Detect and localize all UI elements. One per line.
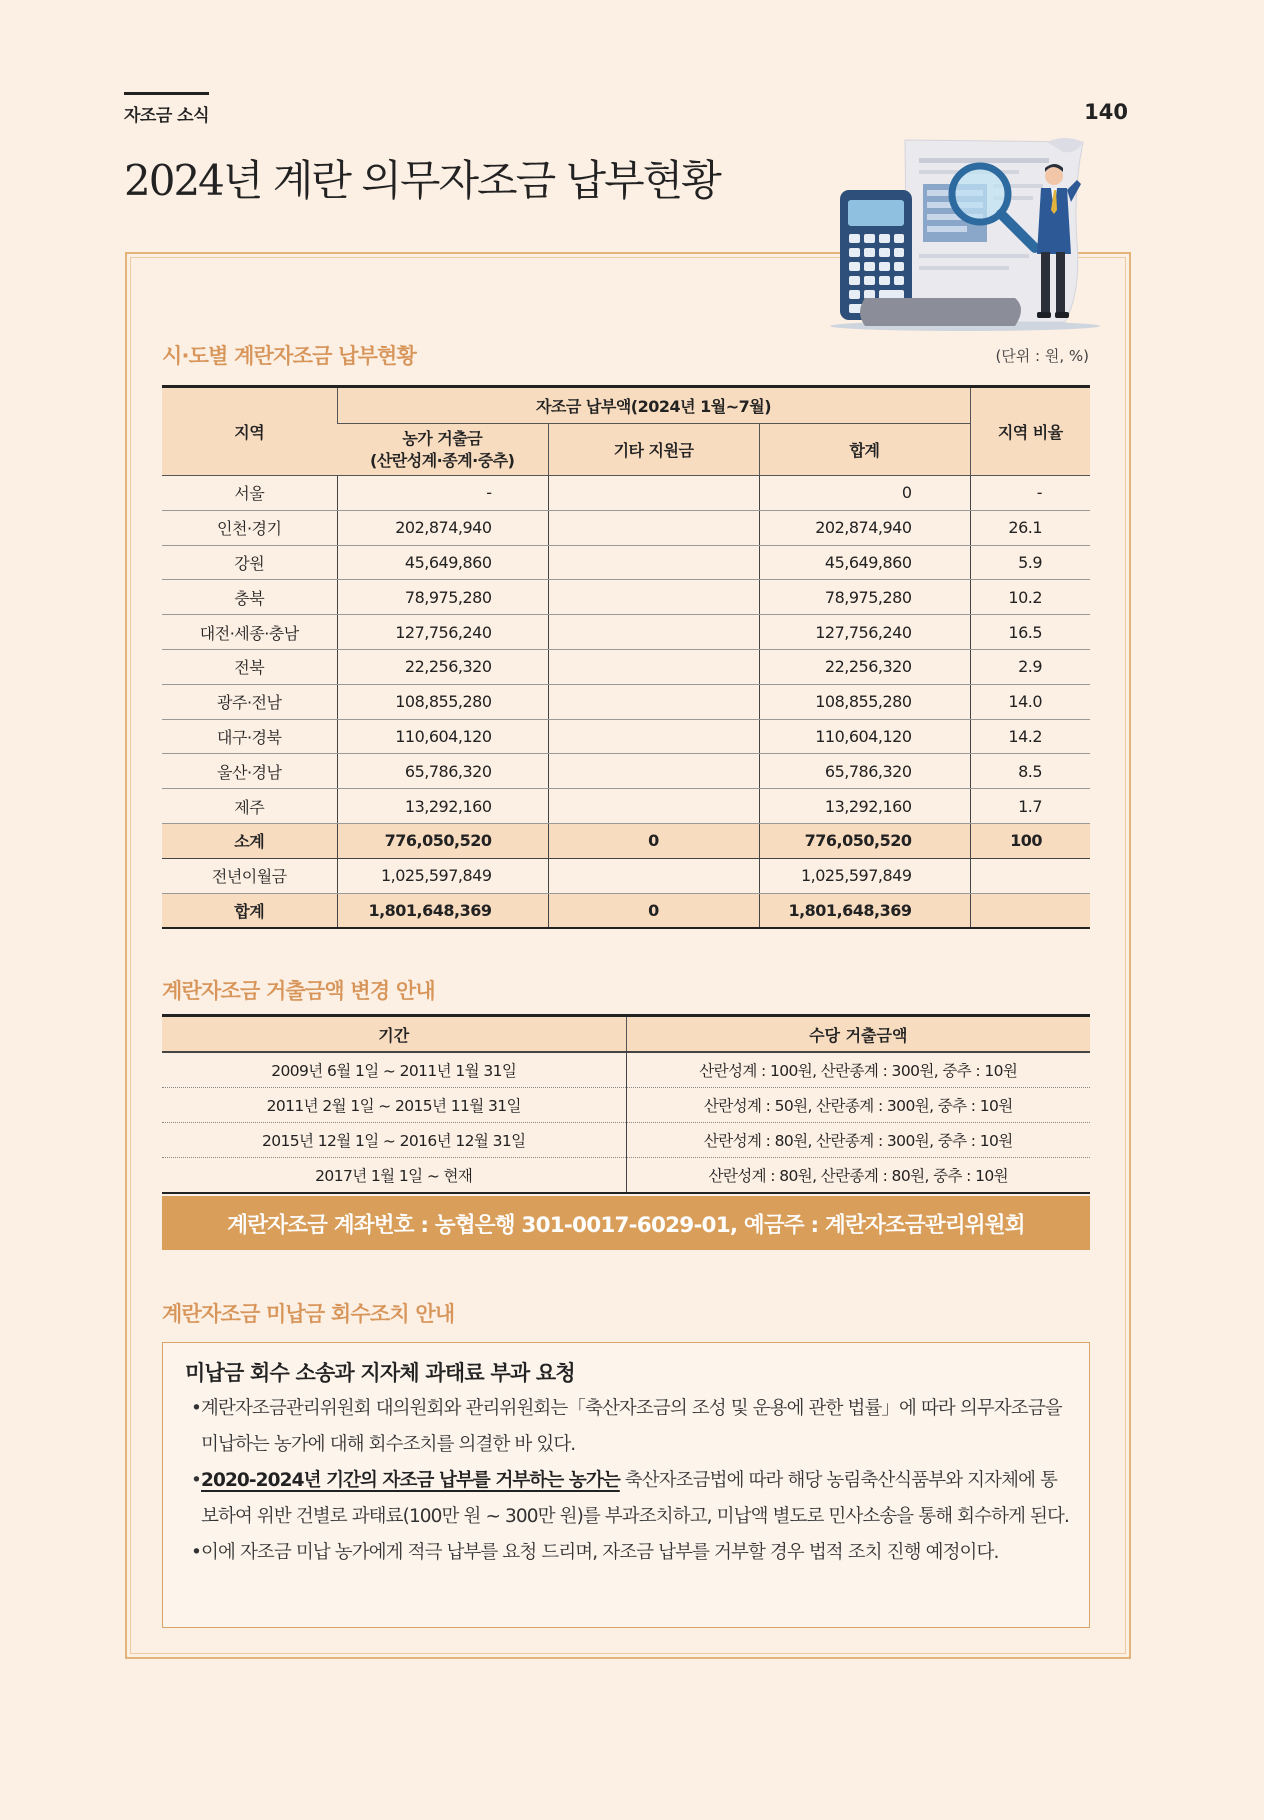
ratio-cell — [970, 858, 1090, 893]
farm-cell: 108,855,280 — [337, 684, 548, 719]
amount-cell: 산란성계 : 100원, 산란종계 : 300원, 중추 : 10원 — [626, 1052, 1090, 1088]
header-other: 기타 지원금 — [548, 424, 759, 476]
header-period: 기간 — [162, 1016, 626, 1053]
page-title: 2024년 계란 의무자조금 납부현황 — [124, 156, 720, 205]
region-cell: 합계 — [162, 893, 337, 928]
region-cell: 울산·경남 — [162, 754, 337, 789]
other-cell — [548, 649, 759, 684]
carryover-row — [162, 858, 1090, 893]
ratio-cell: 14.0 — [970, 684, 1090, 719]
ratio-cell: 10.2 — [970, 580, 1090, 615]
header-farm-line2: (산란성계·종계·중추) — [370, 450, 515, 470]
unit-label: (단위 : 원, %) — [995, 347, 1089, 365]
notice-bullet — [185, 1391, 1069, 1463]
paper-roll-icon — [860, 298, 1021, 326]
region-cell: 전년이월금 — [162, 858, 337, 893]
table-row — [162, 789, 1090, 824]
bullet-mark: • — [191, 1398, 202, 1419]
total-cell: 776,050,520 — [759, 823, 970, 858]
total-cell: 108,855,280 — [759, 684, 970, 719]
table-row — [162, 1158, 1090, 1194]
farm-cell: 127,756,240 — [337, 615, 548, 650]
region-cell: 충북 — [162, 580, 337, 615]
other-cell — [548, 510, 759, 545]
ratio-cell — [970, 893, 1090, 928]
subtotal-row — [162, 823, 1090, 858]
total-cell: 0 — [759, 476, 970, 511]
table-row — [162, 649, 1090, 684]
farm-cell: 78,975,280 — [337, 580, 548, 615]
region-cell: 소계 — [162, 823, 337, 858]
amount-cell: 산란성계 : 80원, 산란종계 : 300원, 중추 : 10원 — [626, 1123, 1090, 1158]
other-cell — [548, 476, 759, 511]
farm-cell: 1,025,597,849 — [337, 858, 548, 893]
table-row — [162, 684, 1090, 719]
total-cell: 13,292,160 — [759, 789, 970, 824]
other-cell: 0 — [548, 823, 759, 858]
other-cell — [548, 580, 759, 615]
ratio-cell: - — [970, 476, 1090, 511]
table-row — [162, 545, 1090, 580]
table-row — [162, 476, 1090, 511]
ratio-cell: 1.7 — [970, 789, 1090, 824]
period-cell: 2017년 1월 1일 ~ 현재 — [315, 1167, 473, 1185]
amount-cell: 산란성계 : 50원, 산란종계 : 300원, 중추 : 10원 — [626, 1088, 1090, 1123]
farm-cell: 45,649,860 — [337, 545, 548, 580]
header-farm — [337, 424, 548, 476]
notice-text-3: 이에 자조금 미납 농가에게 적극 납부를 요청 드리며, 자조금 납부를 거부할 경우 법적 조치 진행 예정이다. — [201, 1542, 999, 1563]
region-cell: 광주·전남 — [162, 684, 337, 719]
collection-title: 계란자조금 미납금 회수조치 안내 — [162, 1302, 455, 1326]
header-ratio: 지역 비율 — [970, 387, 1090, 476]
ratio-cell: 8.5 — [970, 754, 1090, 789]
levy-change-title: 계란자조금 거출금액 변경 안내 — [162, 979, 435, 1003]
payment-status-title: 시·도별 계란자조금 납부현황 — [162, 344, 417, 368]
farm-cell: 110,604,120 — [337, 719, 548, 754]
total-cell: 45,649,860 — [759, 545, 970, 580]
region-cell: 강원 — [162, 545, 337, 580]
period-cell: 2011년 2월 1일 ~ 2015년 11월 31일 — [162, 1088, 626, 1123]
notice-emphasis: 2020-2024년 기간의 자조금 납부를 거부하는 농가는 — [201, 1470, 620, 1491]
ratio-cell: 26.1 — [970, 510, 1090, 545]
notice-bullet — [185, 1463, 1069, 1535]
page-number: 140 — [1084, 100, 1128, 124]
other-cell: 0 — [548, 893, 759, 928]
total-cell: 127,756,240 — [759, 615, 970, 650]
region-cell: 대전·세종·충남 — [162, 615, 337, 650]
ratio-cell: 100 — [970, 823, 1090, 858]
table-row — [162, 1088, 1090, 1123]
table-row — [162, 754, 1090, 789]
table-row — [162, 580, 1090, 615]
grand-total-row — [162, 893, 1090, 928]
region-cell: 제주 — [162, 789, 337, 824]
account-info-banner: 계란자조금 계좌번호 : 농협은행 301-0017-6029-01, 예금주 : 계란자조금관리위원회 — [162, 1196, 1090, 1250]
notice-text-2: 축산자조금법에 따라 해당 농림축산식품부와 지자체에 통보하여 위반 건별로 과태료(100만 원 ~ 300만 원)를 부과조치하고, 미납액 별도로 민사소송을 통해 회수하게 된다. — [201, 1470, 1069, 1527]
header-amount: 수당 거출금액 — [626, 1016, 1090, 1053]
other-cell — [548, 719, 759, 754]
header-farm-line1: 농가 거출금 — [402, 428, 483, 448]
payment-status-table — [162, 385, 1090, 929]
region-cell: 인천·경기 — [162, 510, 337, 545]
total-cell: 1,801,648,369 — [759, 893, 970, 928]
other-cell — [548, 545, 759, 580]
other-cell — [548, 615, 759, 650]
ratio-cell: 2.9 — [970, 649, 1090, 684]
region-cell: 대구·경북 — [162, 719, 337, 754]
total-cell: 65,786,320 — [759, 754, 970, 789]
notice-bullet — [185, 1535, 1069, 1571]
farm-cell: 65,786,320 — [337, 754, 548, 789]
table-row — [162, 615, 1090, 650]
farm-cell: 776,050,520 — [337, 823, 548, 858]
total-cell: 110,604,120 — [759, 719, 970, 754]
other-cell — [548, 789, 759, 824]
farm-cell: 22,256,320 — [337, 649, 548, 684]
ratio-cell: 5.9 — [970, 545, 1090, 580]
farm-cell: 202,874,940 — [337, 510, 548, 545]
ratio-cell: 16.5 — [970, 615, 1090, 650]
other-cell — [548, 754, 759, 789]
collection-notice-box — [162, 1342, 1090, 1628]
header-group: 자조금 납부액(2024년 1월~7월) — [337, 387, 970, 424]
ratio-cell: 14.2 — [970, 719, 1090, 754]
total-cell: 202,874,940 — [759, 510, 970, 545]
bullet-mark: • — [191, 1470, 202, 1491]
farm-cell: - — [337, 476, 548, 511]
bullet-mark: • — [191, 1542, 202, 1563]
period-cell: 2015년 12월 1일 ~ 2016년 12월 31일 — [162, 1123, 626, 1158]
total-cell: 1,025,597,849 — [759, 858, 970, 893]
other-cell — [548, 684, 759, 719]
total-cell: 78,975,280 — [759, 580, 970, 615]
region-cell: 서울 — [162, 476, 337, 511]
section-tag: 자조금 소식 — [124, 92, 209, 126]
other-cell — [548, 858, 759, 893]
amount-cell: 산란성계 : 80원, 산란종계 : 80원, 중추 : 10원 — [626, 1158, 1090, 1194]
total-cell: 22,256,320 — [759, 649, 970, 684]
notice-heading: 미납금 회수 소송과 지자체 과태료 부과 요청 — [185, 1361, 575, 1385]
farm-cell: 1,801,648,369 — [337, 893, 548, 928]
table-row — [162, 1052, 1090, 1088]
header-total: 합계 — [759, 424, 970, 476]
calculator-magnifier-illustration — [815, 132, 1105, 332]
levy-change-table — [162, 1014, 1090, 1194]
header-region: 지역 — [162, 387, 337, 476]
notice-text-1: 계란자조금관리위원회 대의원회와 관리위원회는「축산자조금의 조성 및 운용에 관한 법률」에 따라 의무자조금을 미납하는 농가에 대해 회수조치를 의결한 바 있다. — [201, 1398, 1062, 1455]
region-cell: 전북 — [162, 649, 337, 684]
farm-cell: 13,292,160 — [337, 789, 548, 824]
table-row — [162, 510, 1090, 545]
table-row — [162, 1123, 1090, 1158]
table-row — [162, 719, 1090, 754]
period-cell: 2009년 6월 1일 ~ 2011년 1월 31일 — [162, 1052, 626, 1088]
